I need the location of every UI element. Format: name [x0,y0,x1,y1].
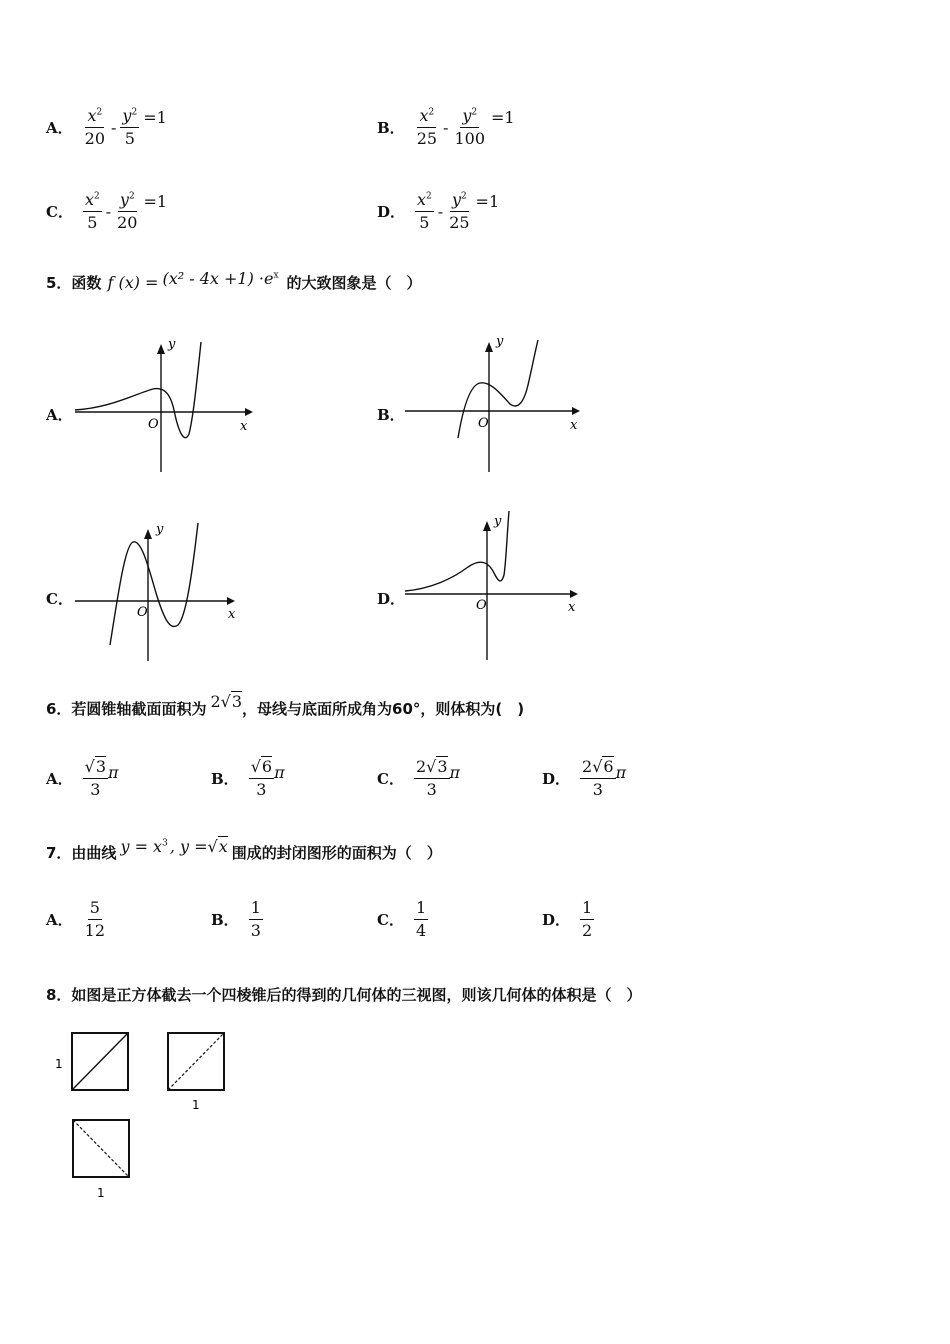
graph-d-x-axis [405,590,578,598]
graph-b-label: B． [377,406,405,424]
question-6-prefix: 6．若圆锥轴截面面积为 [46,700,207,718]
x-fraction: $\frac{x^2}{5}$ [84,190,100,232]
q7-option-c[interactable] [377,898,428,941]
question-5-prefix: 5．函数 [46,274,102,292]
q7-option-b[interactable] [211,898,263,941]
graph-d-origin-label: O [476,598,487,613]
question-7-curve-1: $y = x^3$ [120,837,168,856]
question-7-suffix: 围成的封闭图形的面积为（ ） [231,844,442,862]
q6-option-a[interactable]: A． $\frac{√3}{3}$ π [46,757,119,799]
graph-c-label: C． [46,590,73,608]
q6-option-a-fraction: $\frac{√3}{3}$ [84,757,107,799]
q7-option-d-fraction: $\frac{1}{2}$ [582,898,593,940]
graph-b-origin-label: O [478,416,489,431]
graph-c-x-label: x [228,607,236,622]
graph-d-label: D． [377,590,406,608]
q6-option-b-label: B． [211,770,239,788]
three-view-diagram [40,1020,280,1210]
q6-option-b[interactable]: B． $\frac{√6}{3}$ π [211,757,285,799]
q6-option-d-label: D． [542,770,571,788]
q4-option-c-label: C． [46,203,73,221]
front-view-dim-label: 1 [55,1057,63,1071]
q7-option-a-fraction: $\frac{5}{12}$ [84,898,105,940]
graph-a-x-axis [75,408,253,416]
q7-option-b-label: B． [211,911,239,929]
graph-a-label: A． [46,406,73,424]
graph-a-y-axis [157,344,165,472]
side-view [168,1033,224,1090]
q4-option-d[interactable]: D． $\frac{x^2}{5}$ - $\frac{y^2}{25}$ =1 [377,190,500,232]
q4-option-d-label: D． [377,203,406,221]
y-fraction: $\frac{y^2}{20}$ [117,190,138,232]
graph-c-y-axis [144,529,152,661]
question-5-suffix: 的大致图象是（ ） [286,274,422,292]
graph-b-y-axis [485,342,493,472]
question-7-prefix: 7．由曲线 [46,844,117,862]
q4-option-b[interactable]: B． $\frac{x^2}{25}$ - $\frac{y^2}{100}$ =1 [377,106,515,148]
y-fraction: $\frac{y^2}{100}$ [454,106,485,148]
graph-b-y-label: y [496,334,504,349]
question-5-stem [46,269,422,293]
graph-c-y-label: y [156,522,164,537]
x-fraction: $\frac{x^2}{20}$ [84,106,105,148]
q7-option-d-label: D． [542,911,571,929]
graph-b-x-axis [405,407,580,415]
q6-option-d-fraction: $\frac{2√6}{3}$ [582,757,614,799]
question-6-stem [46,692,525,719]
x-fraction: $\frac{x^2}{25}$ [416,106,438,148]
q4-option-b-label: B． [377,119,405,137]
question-6-suffix: ，母线与底面所成角为60°，则体积为( ) [242,700,525,718]
graph-b-x-label: x [570,418,578,433]
y-fraction: $\frac{y^2}{25}$ [449,190,470,232]
graph-d-x-label: x [568,600,576,615]
graph-c [70,515,260,665]
q6-option-b-fraction: $\frac{√6}{3}$ [250,757,273,799]
graph-b-curve [458,340,538,438]
q7-option-c-fraction: $\frac{1}{4}$ [415,898,427,940]
q6-option-c-label: C． [377,770,404,788]
question-6-area: 2√3 [210,692,243,711]
question-7-stem [46,837,442,863]
graph-c-origin-label: O [137,605,148,620]
graph-d-y-label: y [494,514,502,529]
front-view [72,1033,128,1090]
side-view-dim-label: 1 [192,1098,200,1112]
top-view [73,1120,129,1177]
q4-option-c[interactable]: C． $\frac{x^2}{5}$ - $\frac{y^2}{20}$ =1 [46,190,168,232]
question-8-stem: 8．如图是正方体截去一个四棱锥后的得到的几何体的三视图，则该几何体的体积是（ ） [46,986,642,1004]
graph-a-curve [75,342,201,438]
graph-c-curve [110,523,198,645]
q4-option-a-label: A． [46,119,73,137]
graph-b [400,330,590,480]
q4-option-a[interactable]: A． $\frac{x^2}{20}$ - $\frac{y^2}{5}$ =1 [46,106,167,148]
q6-option-d[interactable]: D． $\frac{2√6}{3}$ π [542,757,627,799]
q7-option-d[interactable] [542,898,594,941]
q6-option-c-fraction: $\frac{2√3}{3}$ [415,757,448,799]
q7-option-a-label: A． [46,911,73,929]
question-5-formula-f: f (x) = [107,273,159,292]
q7-option-c-label: C． [377,911,404,929]
x-fraction: $\frac{x^2}{5}$ [417,190,432,232]
graph-a [70,330,260,480]
graph-d-y-axis [483,521,491,660]
graph-a-y-label: y [168,337,176,352]
top-view-dim-label: 1 [97,1186,105,1200]
graph-a-x-label: x [240,419,248,434]
graph-d [400,505,590,665]
question-5-formula-body: $(x^2 - 4x +1) \cdot e^x$ [162,269,279,288]
q6-option-a-label: A． [46,770,73,788]
graph-a-origin-label: O [148,417,159,432]
q7-option-a[interactable] [46,898,107,941]
y-fraction: $\frac{y^2}{5}$ [122,106,138,148]
q6-option-c[interactable]: C． $\frac{2√3}{3}$ π [377,757,461,799]
q7-option-b-fraction: $\frac{1}{3}$ [250,898,261,940]
graph-c-x-axis [75,597,235,605]
question-7-curve-2: , y =√x [169,837,228,856]
